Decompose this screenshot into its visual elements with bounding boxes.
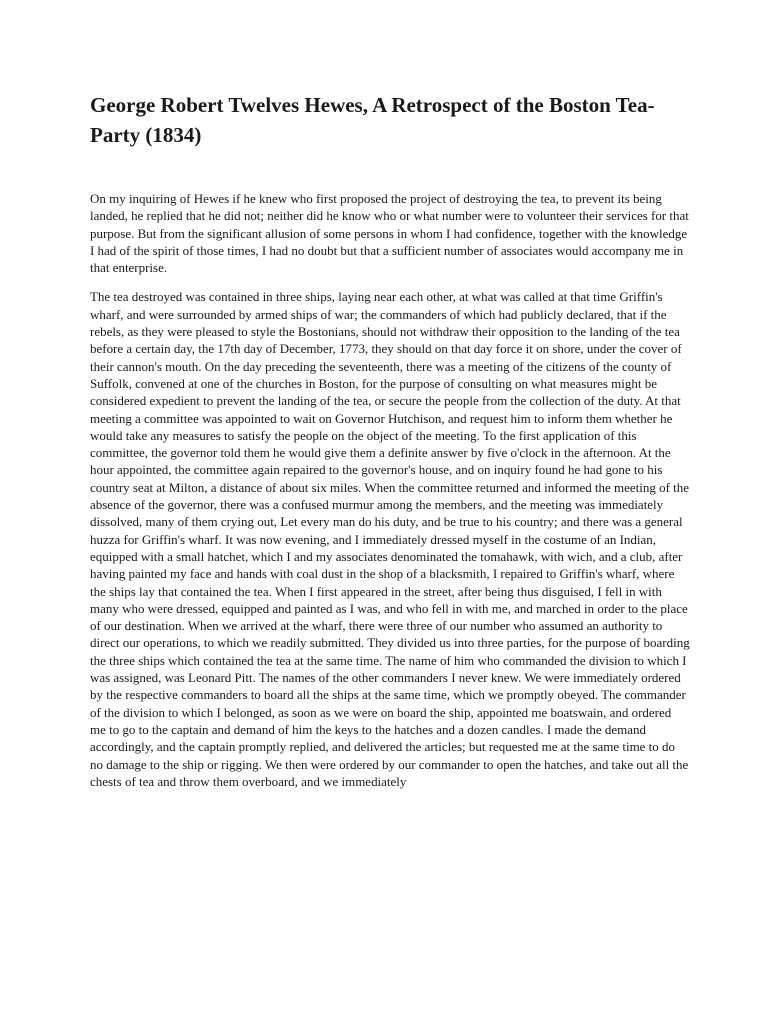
document-page <box>90 90 690 802</box>
paragraph-1: On my inquiring of Hewes if he knew who first proposed the project of destroying the tea, to prevent its being landed, he replied that he did not; neither did he know who or what number were to volunteer their services for that purpose. But from the significant allusion of some persons in whom I had confidence, together with the knowledge I had of the spirit of those times, I had no doubt but that a sufficient number of associates would accompany me in that enterprise. <box>90 191 689 276</box>
paragraph-2: The tea destroyed was contained in three ships, laying near each other, at what was called at that time Griffin's wharf, and were surrounded by armed ships of war; the commanders of which had publicly declared, that if the rebels, as they were pleased to style the Bostonians, should not withdraw their opposition to the landing of the tea before a certain day, the 17th day of December, 1773, they should on that day force it on shore, under the cover of their cannon's mouth. On the day preceding the seventeenth, there was a meeting of the citizens of the county of Suffolk, convened at one of the churches in Boston, for the purpose of consulting on what measures might be considered expedient to prevent the landing of the tea, or secure the people from the collection of the duty. At that meeting a committee was appointed to wait on Governor Hutchison, and request him to inform them whether he would take any measures to satisfy the people on the object of the meeting. To the first application of this committee, the governor told them he would give them a definite answer by five o'clock in the afternoon. At the hour appointed, the committee again repaired to the governor's house, and on inquiry found he had gone to his country seat at Milton, a distance of about six miles. When the committee returned and informed the meeting of the absence of the governor, there was a confused murmur among the members, and the meeting was immediately dissolved, many of them crying out, Let every man do his duty, and be true to his country; and there was a general huzza for Griffin's wharf. It was now evening, and I immediately dressed myself in the costume of an Indian, equipped with a small hatchet, which I and my associates denominated the tomahawk, with wich, and a club, after having painted my face and hands with coal dust in the shop of a blacksmith, I repaired to Griffin's wharf, where the ships lay that contained the tea. When I first appeared in the street, after being thus disguised, I fell in with many who were dressed, equipped and painted as I was, and who fell in with me, and marched in order to the place of our destination. When we arrived at the wharf, there were three of our number who assumed an authority to direct our operations, to which we readily submitted. They divided us into three parties, for the purpose of boarding the three ships which contained the tea at the same time. The name of him who commanded the division to which I was assigned, was Leonard Pitt. The names of the other commanders I never knew. We were immediately ordered by the respective commanders to board all the ships at the same time, which we promptly obeyed. The commander of the division to which I belonged, as soon as we were on board the ship, appointed me boatswain, and ordered me to go to the captain and demand of him the keys to the hatches and a dozen candles. I made the demand accordingly, and the captain promptly replied, and delivered the articles; but requested me at the same time to do no damage to the ship or rigging. We then were ordered by our commander to open the hatches, and take out all the chests of tea and throw them overboard, and we immediately <box>90 289 690 789</box>
document-title: George Robert Twelves Hewes, A Retrospect of the Boston Tea-Party (1834) <box>90 93 655 147</box>
